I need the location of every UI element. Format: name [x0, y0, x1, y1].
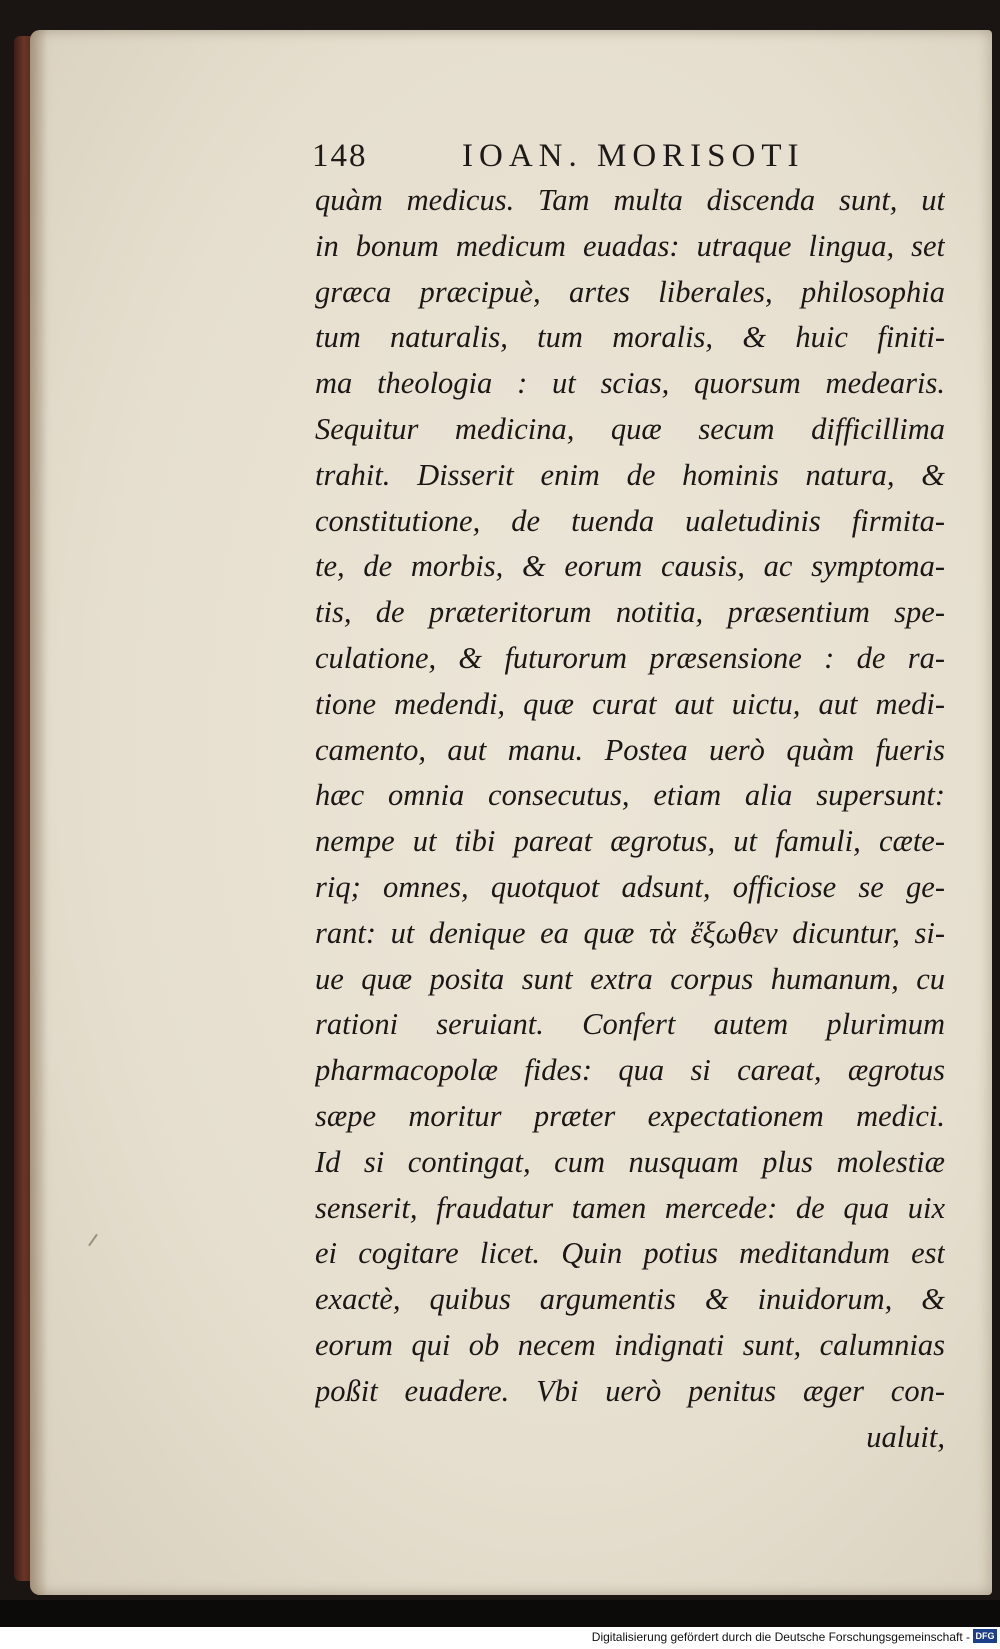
text-line: riq; omnes, quotquot adsunt, officiose se ge- — [315, 869, 945, 904]
text-line: te, de morbis, & eorum causis, ac symptoma- — [315, 549, 945, 584]
text-line: constitutione, de tuenda ualetudinis firmita- — [315, 503, 945, 538]
text-line: in bonum medicum euadas: utraque lingua, set — [315, 228, 945, 263]
text-line: Id si contingat, cum nusquam plus molestiæ — [315, 1144, 945, 1179]
page-gutter-shadow — [30, 30, 48, 1595]
page-number: 148 — [312, 138, 368, 174]
text-line: pharmacopolæ fides: qua si careat, ægrotus — [315, 1053, 945, 1088]
text-line: rationi seruiant. Confert autem plurimum — [315, 1007, 945, 1042]
dfg-logo: DFG — [973, 1629, 997, 1643]
text-line: camento, aut manu. Postea uerò quàm fueris — [315, 732, 945, 767]
text-line: Sequitur medicina, quæ secum difficillima — [315, 411, 945, 446]
text-line: rant: ut denique ea quæ τὰ ἔξωθεν dicuntur, si- — [315, 915, 945, 950]
text-line: tione medendi, quæ curat aut uictu, aut medi- — [315, 686, 945, 721]
text-line: trahit. Disserit enim de hominis natura, & — [315, 457, 945, 492]
text-line: ma theologia : ut scias, quorsum medearis. — [315, 366, 945, 401]
funding-credit: Digitalisierung gefördert durch die Deutsche Forschungsgemeinschaft - — [591, 1630, 970, 1644]
text-line: tum naturalis, tum moralis, & huic finiti- — [315, 320, 945, 355]
text-line: nempe ut tibi pareat ægrotus, ut famuli, cæte- — [315, 824, 945, 859]
catchword: ualuit, — [866, 1419, 945, 1454]
text-line: exactè, quibus argumentis & inuidorum, & — [315, 1282, 945, 1317]
text-line: græca præcipuè, artes liberales, philosophia — [315, 274, 945, 309]
text-line: poßit euadere. Vbi uerò penitus æger con- — [315, 1373, 945, 1408]
text-line: tis, de præteritorum notitia, præsentium spe- — [315, 595, 945, 630]
body-text — [315, 178, 945, 1460]
text-line: sæpe moritur præter expectationem medici. — [315, 1098, 945, 1133]
running-head: IOAN. MORISOTI — [462, 138, 805, 174]
text-line: culatione, & futurorum præsensione : de ra- — [315, 640, 945, 675]
text-line: ei cogitare licet. Quin potius meditandum est — [315, 1236, 945, 1271]
text-line: senserit, fraudatur tamen mercede: de qua uix — [315, 1190, 945, 1225]
page-header — [312, 138, 932, 182]
text-line: eorum qui ob necem indignati sunt, calumnias — [315, 1327, 945, 1362]
text-line: quàm medicus. Tam multa discenda sunt, ut — [315, 183, 945, 217]
text-line: hæc omnia consecutus, etiam alia supersunt: — [315, 778, 945, 813]
text-line: ue quæ posita sunt extra corpus humanum, cu — [315, 961, 945, 996]
